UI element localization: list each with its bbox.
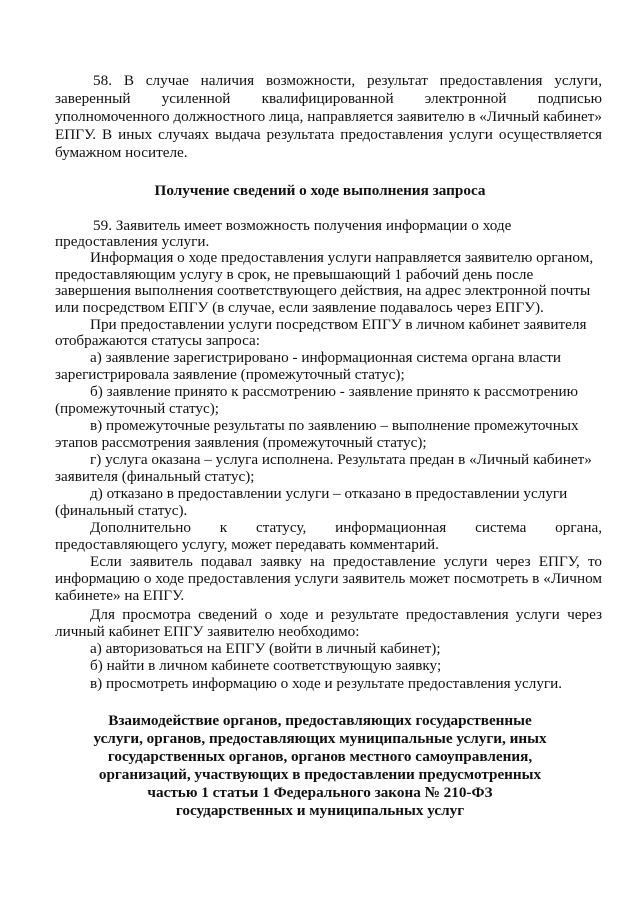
paragraph-58-line: ЕПГУ. В иных случаях выдача результата предоставления услуги осуществляется (55, 127, 602, 143)
body-line: Для просмотра сведений о ходе и результате предоставления услуги через (90, 607, 602, 623)
body-line: а) заявление зарегистрировано - информационная система органа власти (90, 349, 561, 366)
body-line: информацию о ходе предоставления услуги заявитель может посмотреть в «Личном (55, 571, 602, 587)
paragraph-58-line: бумажном носителе. (55, 144, 188, 161)
paragraph-58-line: 58. В случае наличия возможности, результат предоставления услуги, (93, 73, 602, 89)
section-heading: Получение сведений о ходе выполнения запроса (154, 182, 486, 199)
body-line: кабинете» на ЕПГУ. (55, 587, 185, 604)
body-line: При предоставлении услуги посредством ЕПГУ в личном кабинет заявителя (90, 316, 587, 333)
body-line: г) услуга оказана – услуга исполнена. Результата предан в «Личный кабинет» (90, 451, 592, 468)
body-line: предоставляющего услугу, может передавать комментарий. (55, 536, 439, 553)
section-heading-line: организаций, участвующих в предоставлении предусмотренных (98, 766, 542, 783)
body-line: д) отказано в предоставлении услуги – отказано в предоставлении услуги (90, 485, 568, 502)
section-heading-line: государственных и муниципальных услуг (175, 802, 465, 819)
body-line: (промежуточный статус); (55, 400, 220, 417)
body-line: зарегистрировала заявление (промежуточный статус); (55, 366, 405, 383)
body-line: 59. Заявитель имеет возможность получения информации о ходе (93, 217, 512, 234)
paragraph-58-line: заверенный усиленной квалифицированной электронной подписью (55, 91, 602, 107)
body-line: Если заявитель подавал заявку на предоставление услуги через ЕПГУ, то (90, 554, 602, 570)
body-line: этапов рассмотрения заявления (промежуточный статус); (55, 434, 427, 451)
body-line: личный кабинет ЕПГУ заявителю необходимо: (55, 623, 360, 640)
section-heading-line: частью 1 статьи 1 Федерального закона № 210-ФЗ (147, 784, 493, 801)
body-line: (финальный статус). (55, 502, 188, 519)
body-line: а) авторизоваться на ЕПГУ (войти в личный кабинет); (90, 640, 441, 657)
section-heading-line: государственных органов, органов местного самоуправления, (107, 748, 533, 765)
paragraph-58-line: уполномоченного должностного лица, направляется заявителю в «Личный кабинет» (55, 109, 602, 125)
body-line: завершения выполнения соответствующего действия, на адрес электронной почты (55, 282, 591, 299)
body-line: предоставляющим услугу в срок, не превышающий 1 рабочий день после (55, 266, 534, 283)
body-line: отображаются статусы запроса: (55, 332, 261, 349)
body-line: Информация о ходе предоставления услуги направляется заявителю органом, (90, 249, 594, 266)
body-line: б) заявление принято к рассмотрению - заявление принято к рассмотрению (90, 383, 578, 400)
body-line: предоставления услуги. (55, 233, 210, 250)
section-heading-line: Взаимодействие органов, предоставляющих государственные (108, 712, 532, 729)
body-line: в) промежуточные результаты по заявлению – выполнение промежуточных (90, 417, 579, 434)
body-line: или посредством ЕПГУ (в случае, если заявление подавалось через ЕПГУ). (55, 299, 544, 316)
body-line: заявителя (финальный статус); (55, 468, 255, 485)
body-line: Дополнительно к статусу, информационная система органа, (90, 520, 602, 536)
section-heading-line: услуги, органов, предоставляющих муниципальные услуги, иных (93, 730, 547, 747)
body-line: в) просмотреть информацию о ходе и результате предоставления услуги. (90, 675, 563, 692)
body-line: б) найти в личном кабинете соответствующую заявку; (90, 657, 442, 674)
